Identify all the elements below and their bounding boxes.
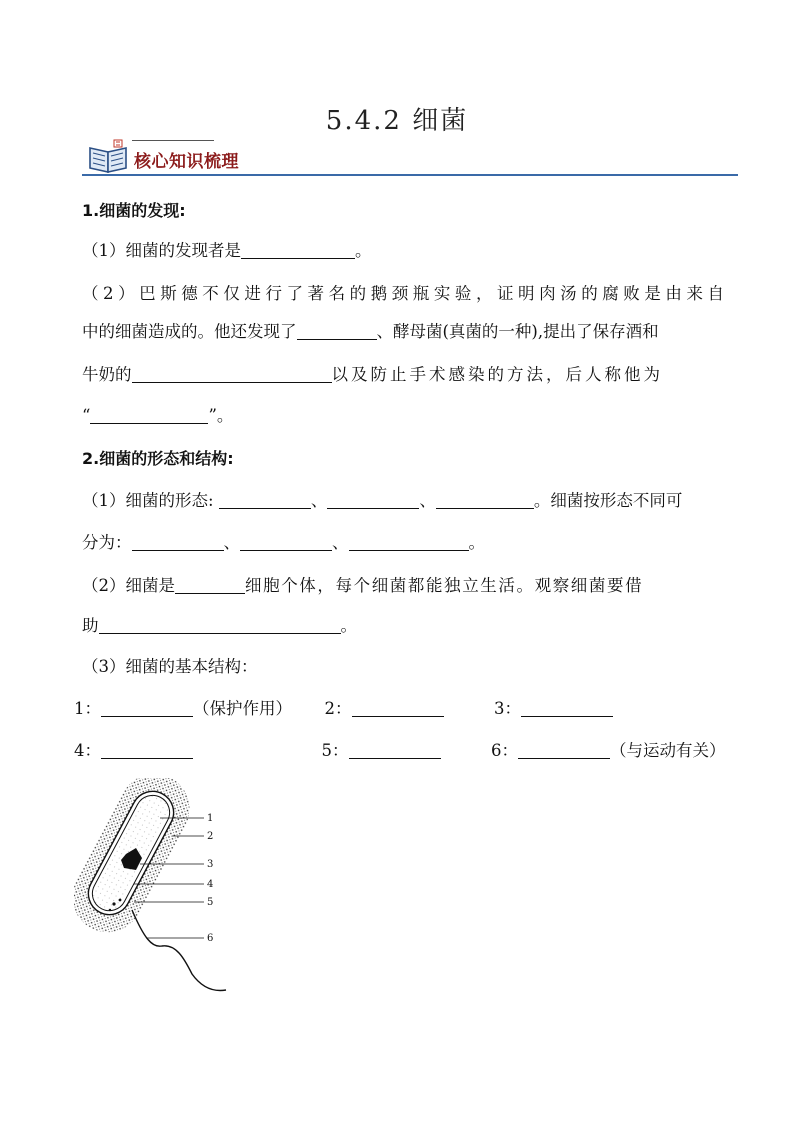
diagram-label-6: 6: [207, 933, 214, 944]
s1-q2-text-3b: 以及防止手术感染的方法，后人称他为: [331, 365, 663, 384]
s1-q1: [82, 240, 724, 262]
s1-q2-line3: [82, 364, 724, 386]
answer-blank[interactable]: [175, 577, 245, 594]
flagellum: [132, 910, 226, 990]
ribosome: [112, 902, 115, 905]
s2-q2-b: 细胞个体，每个细菌都能独立生活。观察细菌要借: [245, 576, 644, 595]
separator: 、: [310, 491, 328, 510]
s1-q2-text-2b: 、酵母菌(真菌的一种),提出了保存酒和: [376, 322, 659, 341]
s1-q2-line2: [82, 321, 724, 343]
period: 。: [468, 533, 485, 552]
answer-blank[interactable]: [90, 407, 208, 424]
s1-q1-prefix: （1）细菌的发现者是: [82, 241, 241, 260]
answer-blank[interactable]: [132, 534, 224, 551]
struct-6-note: （与运动有关）: [610, 741, 726, 760]
separator: 、: [332, 533, 349, 552]
answer-blank[interactable]: [101, 700, 193, 717]
answer-blank[interactable]: [219, 492, 311, 509]
bacterium-diagram: [74, 778, 244, 998]
s1-q2-line1: [82, 283, 724, 305]
struct-1-label: 1：: [74, 699, 101, 718]
s1-q2-line4: [82, 405, 724, 427]
s2-q1-prefix: （1）细菌的形态:: [82, 491, 219, 510]
s1-q1-suffix: 。: [355, 241, 372, 260]
answer-blank[interactable]: [521, 700, 613, 717]
structure-row-2: [74, 740, 734, 762]
answer-blank[interactable]: [241, 242, 355, 259]
answer-blank[interactable]: [349, 742, 441, 759]
struct-4-label: 4：: [74, 741, 101, 760]
s2-q1-line2: [82, 532, 724, 554]
answer-blank[interactable]: [101, 742, 193, 759]
diagram-label-3: 3: [207, 859, 214, 870]
section-2-heading: 2.细菌的形态和结构:: [82, 449, 234, 468]
s2-q1: [82, 490, 724, 512]
answer-blank[interactable]: [349, 534, 469, 551]
section-1-heading: 1.细菌的发现:: [82, 201, 186, 220]
structure-row-1: [74, 698, 734, 720]
s2-q2-line2: [82, 615, 724, 637]
diagram-label-5: 5: [207, 897, 214, 908]
answer-blank[interactable]: [518, 742, 610, 759]
answer-blank[interactable]: [240, 534, 332, 551]
banner-label: 核心知识梳理: [134, 152, 239, 172]
diagram-label-1: 1: [207, 813, 214, 824]
separator: 、: [419, 491, 436, 510]
answer-blank[interactable]: [297, 323, 377, 340]
struct-5-label: 5：: [321, 741, 349, 760]
s2-q2-a: （2）细菌是: [82, 576, 175, 595]
struct-1-note: （保护作用）: [193, 699, 292, 718]
s1-q2-text-3a: 牛奶的: [82, 365, 132, 384]
s1-q2-text-1: （2）巴斯德不仅进行了著名的鹅颈瓶实验，证明肉汤的腐败是由来自: [82, 284, 724, 303]
struct-2-label: 2：: [324, 699, 352, 718]
answer-blank[interactable]: [327, 492, 419, 509]
diagram-label-4: 4: [207, 879, 214, 890]
s2-q1-line2-prefix: 分为：: [82, 533, 132, 552]
s1-q2-text-4a: “: [82, 406, 91, 425]
s1-q2-text-4b: ”。: [208, 406, 234, 425]
answer-blank[interactable]: [132, 366, 332, 383]
ribosome: [109, 909, 111, 911]
s1-q2-text-2a: 中的细菌造成的。他还发现了: [82, 322, 297, 341]
s2-q2-line2-prefix: 助: [82, 616, 99, 635]
s2-q3: （3）细菌的基本结构：: [82, 657, 258, 676]
struct-6-label: 6：: [491, 741, 518, 760]
period: 。: [340, 616, 357, 635]
separator: 、: [223, 533, 240, 552]
diagram-label-2: 2: [207, 831, 214, 842]
struct-3-label: 3：: [494, 699, 521, 718]
page-title: 5.4.2 细菌: [325, 106, 469, 136]
answer-blank[interactable]: [352, 700, 444, 717]
s2-q1-mid: 。细菌按形态不同可: [533, 491, 683, 510]
open-book-icon: [86, 138, 130, 174]
answer-blank[interactable]: [99, 617, 341, 634]
s2-q2: [82, 575, 724, 597]
ribosome: [119, 899, 122, 902]
answer-blank[interactable]: [436, 492, 534, 509]
section-banner: [82, 136, 738, 180]
